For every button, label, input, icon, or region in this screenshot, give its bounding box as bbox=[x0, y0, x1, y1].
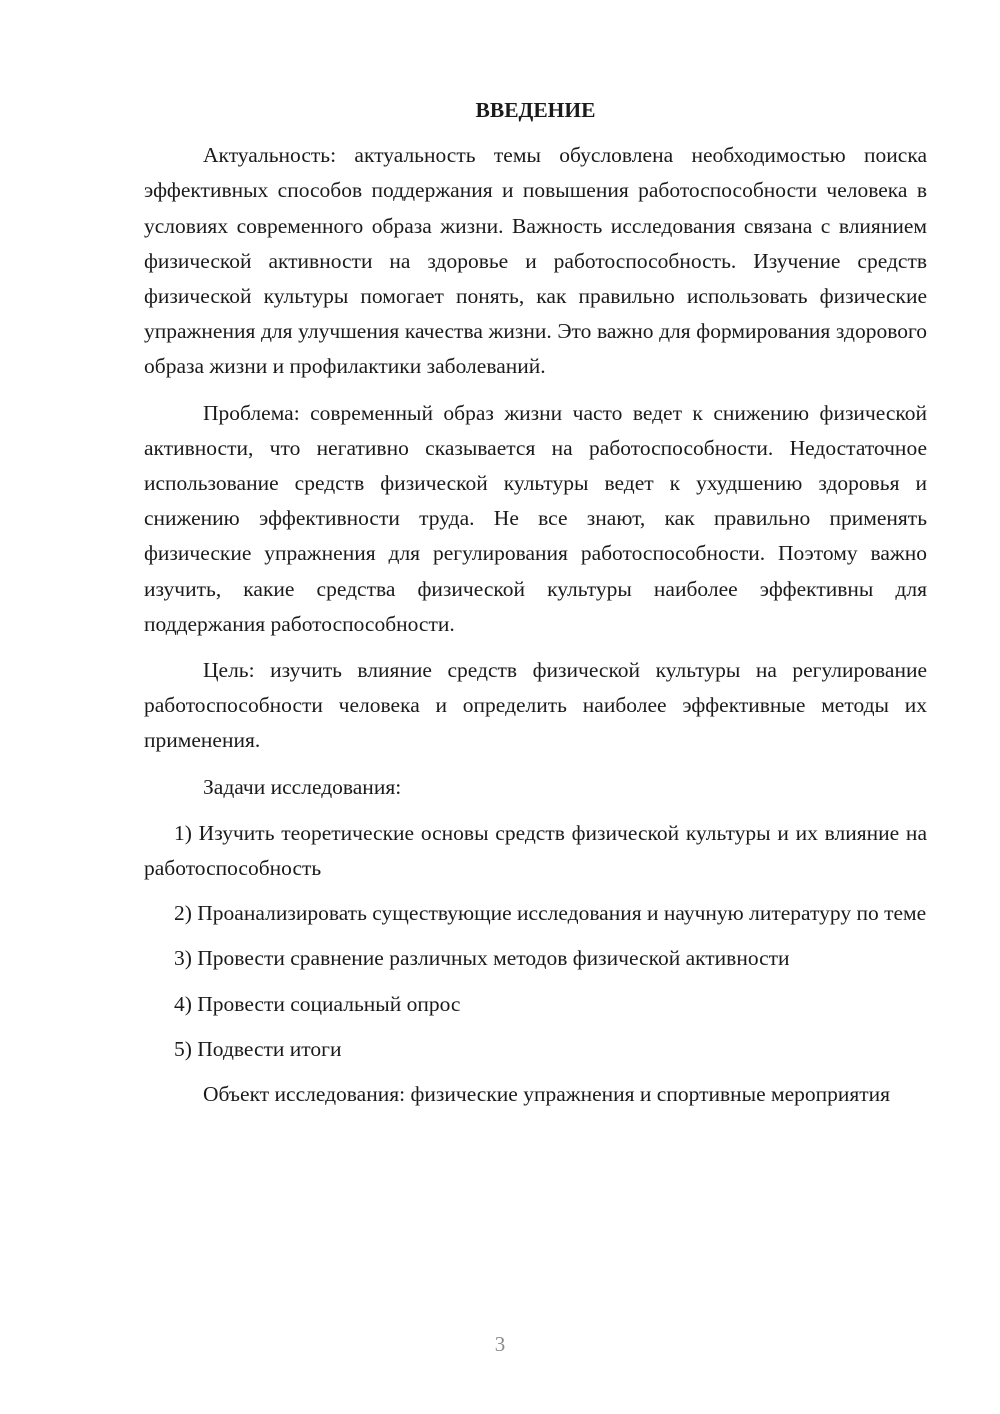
task-item-2: 2) Проанализировать существующие исследования и научную литературу по теме bbox=[174, 901, 927, 926]
paragraph-object: Объект исследования: физические упражнения и спортивные мероприятия bbox=[203, 1082, 891, 1107]
tasks-title: Задачи исследования: bbox=[203, 774, 402, 799]
task-item-5: 5) Подвести итоги bbox=[174, 1036, 342, 1061]
page-number: 3 bbox=[494, 1332, 506, 1356]
paragraph-problem: Проблема: современный образ жизни часто ведет к снижению физической активности, что негативно сказывается на работоспособности. Недостаточное использование средств физической культуры ведет к ухудшению здоровья и снижению эффективности труда. Не все знают, как правильно применять физические упражнения для регулирования работоспособности. Поэтому важно изучить, какие средства физической культуры наиболее эффективны для поддержания работоспособности. bbox=[144, 400, 927, 636]
paragraph-goal: Цель: изучить влияние средств физической культуры на регулирование работоспособности человека и определить наиболее эффективные методы их применения. bbox=[144, 658, 927, 753]
task-item-4: 4) Провести социальный опрос bbox=[174, 991, 461, 1016]
task-item-3: 3) Провести сравнение различных методов физической активности bbox=[174, 946, 790, 971]
task-item-1: 1) Изучить теоретические основы средств физической культуры и их влияние на работоспособность bbox=[144, 820, 927, 881]
section-heading: ВВЕДЕНИЕ bbox=[475, 98, 596, 122]
paragraph-relevance: Актуальность: актуальность темы обусловлена необходимостью поиска эффективных способов поддержания и повышения работоспособности человека в условиях современного образа жизни. Важность исследования связана с влиянием физической активности на здоровье и работоспособность. Изучение средств физической культуры помогает понять, как правильно использовать физические упражнения для улучшения качества жизни. Это важно для формирования здорового образа жизни и профилактики заболеваний. bbox=[144, 143, 927, 379]
document-body bbox=[144, 93, 927, 1123]
